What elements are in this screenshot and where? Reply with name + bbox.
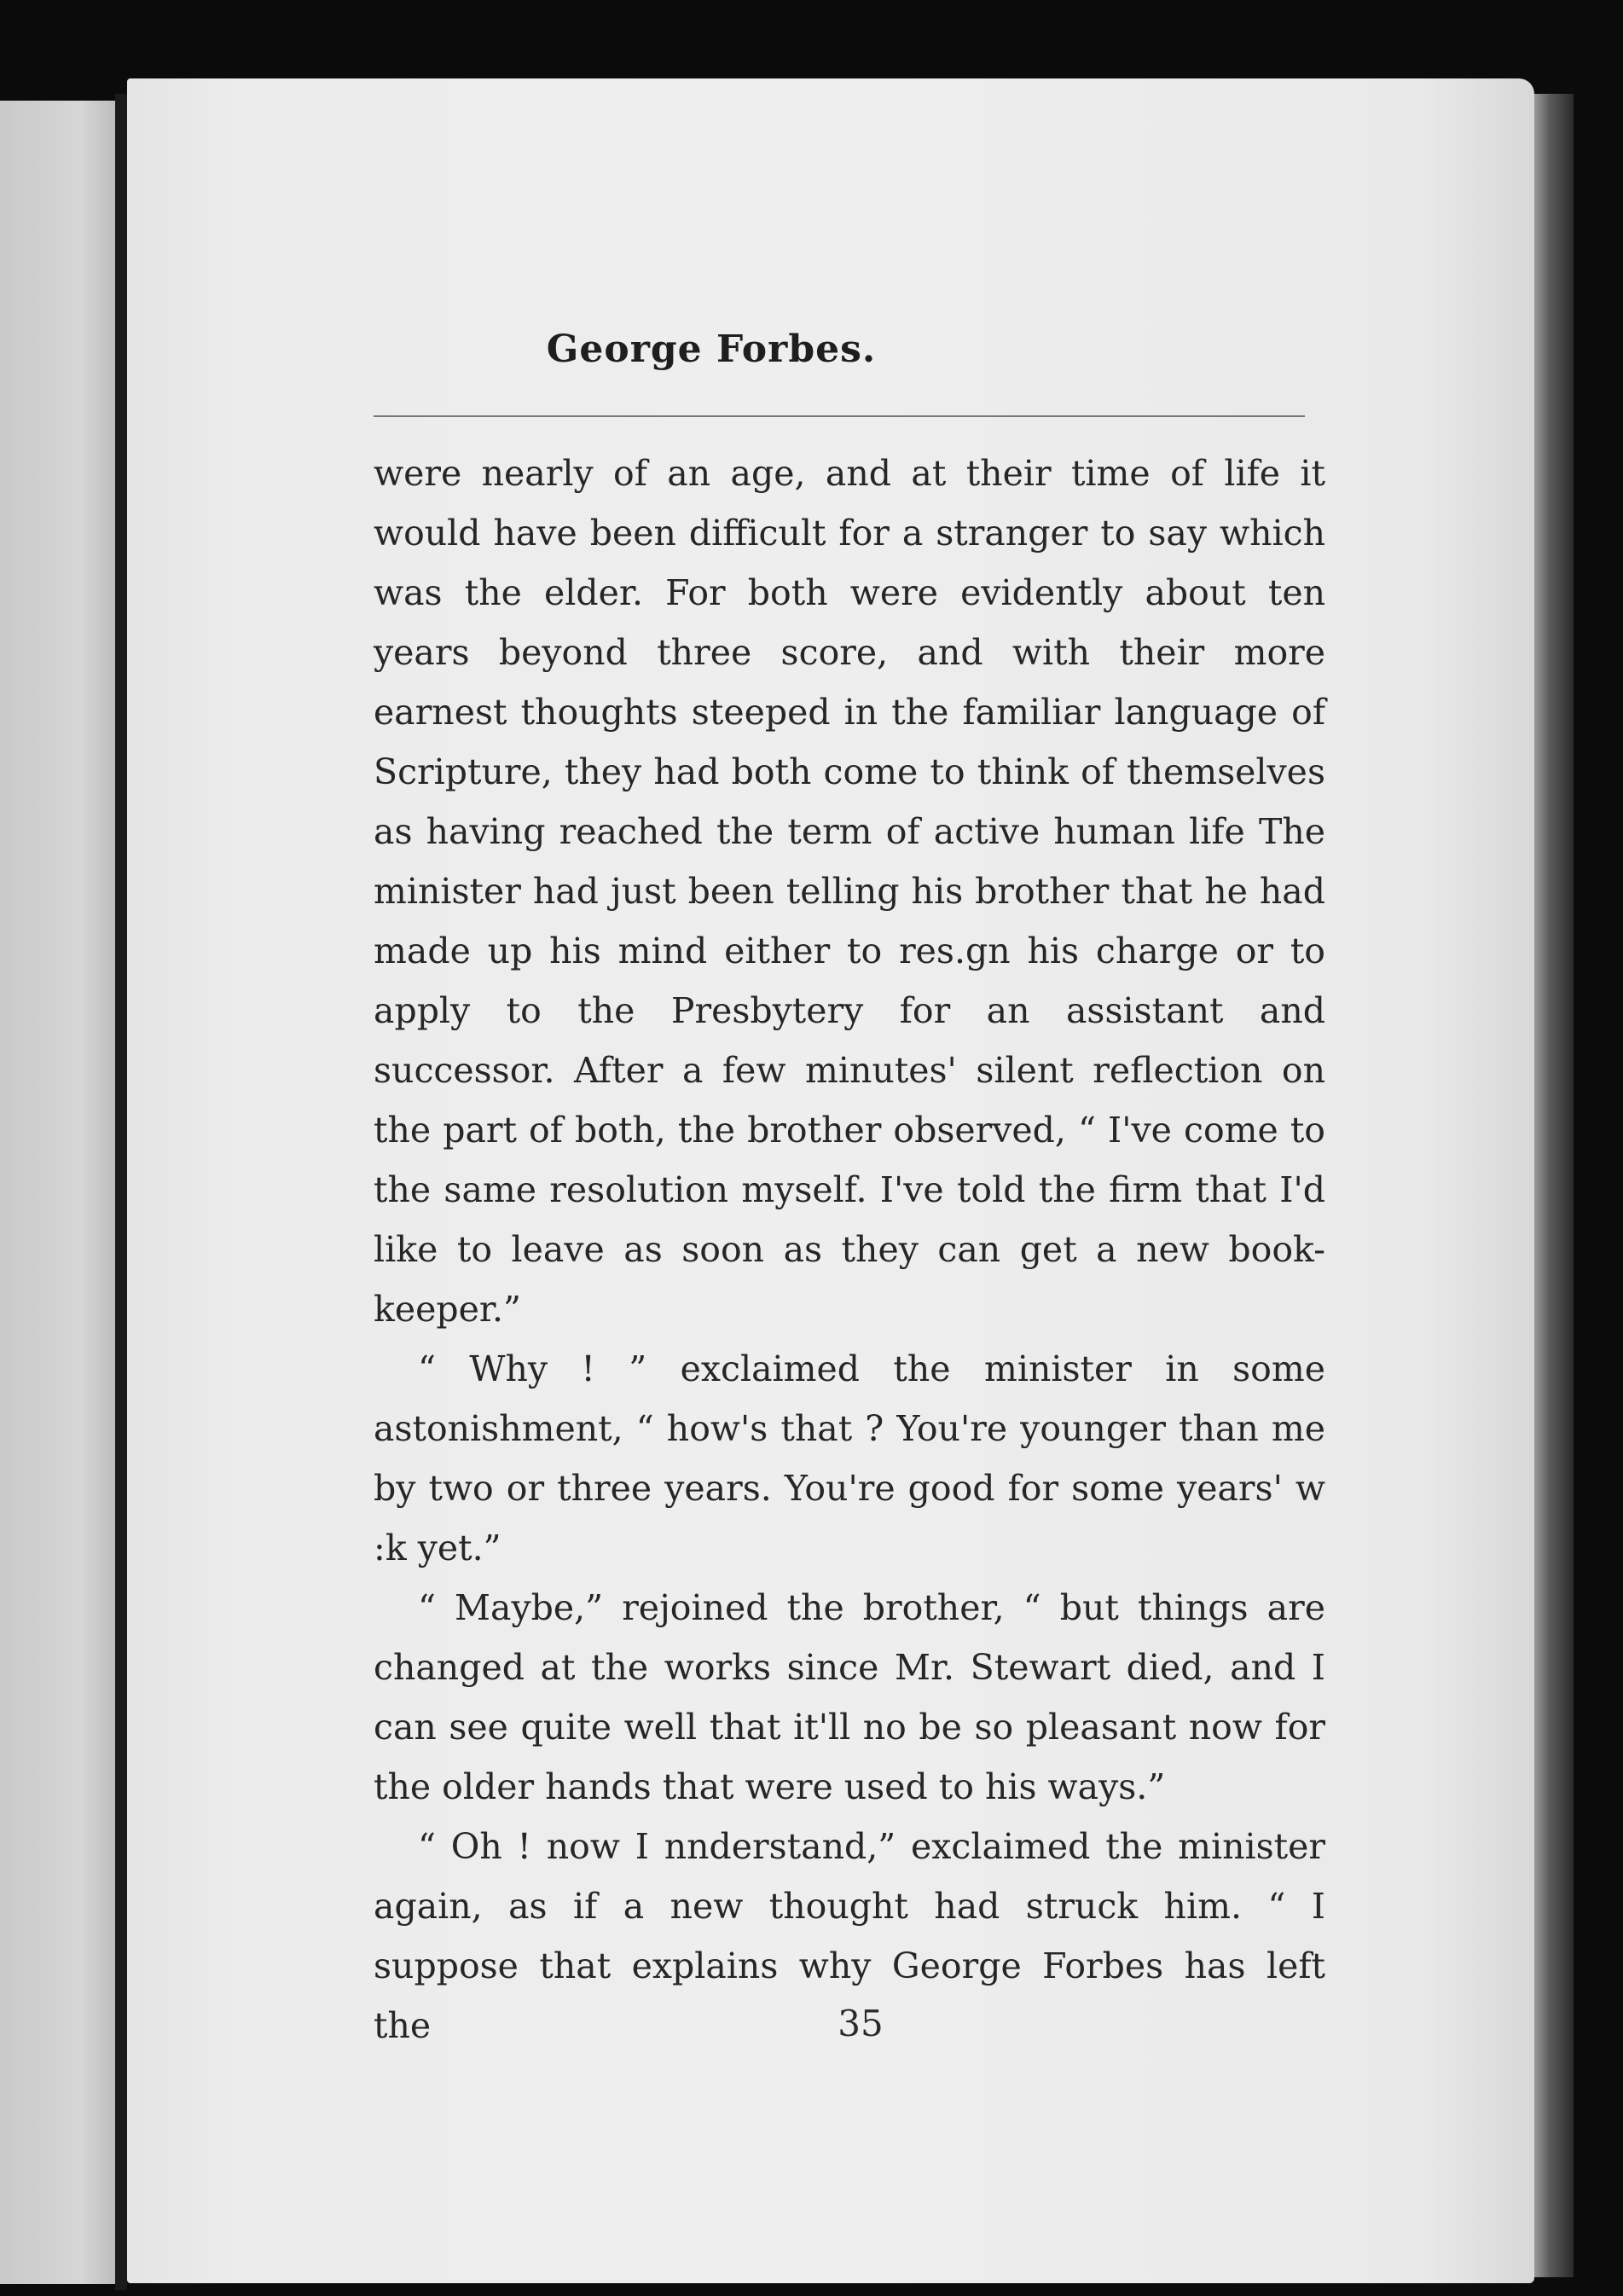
page-stack-edge (1534, 94, 1574, 2277)
book-gutter (115, 94, 127, 2290)
paragraph: were nearly of an age, and at their time of life it would have been difficult for a stranger to say which was the elder. For both were evidently about ten years beyond three score, and with their more earnest thoughts steeped in the familiar language of Scripture, they had both come to think of themselves as having reached the term of active human life The minister had just been telling his brother that he had made up his mind either to res.gn his charge or to apply to the Presbytery for an assistant and successor. After a few minutes' silent reflection on the part of both, the brother observed, “ I've come to the same resolution myself. I've told the firm that I'd like to leave as soon as they can get a new book-keeper.” (374, 453, 1325, 1330)
running-head: George Forbes. (546, 328, 877, 371)
facing-page-edge (0, 101, 115, 2284)
header-rule (374, 415, 1305, 417)
paragraph: “ Why ! ” exclaimed the minister in some astonishment, “ how's that ? You're younger than me by two or three years. You're good for some years' w :k yet.” (374, 1348, 1325, 1568)
paragraph: “ Maybe,” rejoined the brother, “ but things are changed at the works since Mr. Stewart died, and I can see quite well that it'll no be so pleasant now for the older hands that were used to his ways.” (374, 1587, 1325, 1807)
paragraph: “ Oh ! now I nnderstand,” exclaimed the minister again, as if a new thought had struck him. “ I suppose that explains why George Forbes has left the (374, 1826, 1325, 2046)
body-text (374, 444, 1325, 2055)
page-number: 35 (838, 2003, 884, 2044)
